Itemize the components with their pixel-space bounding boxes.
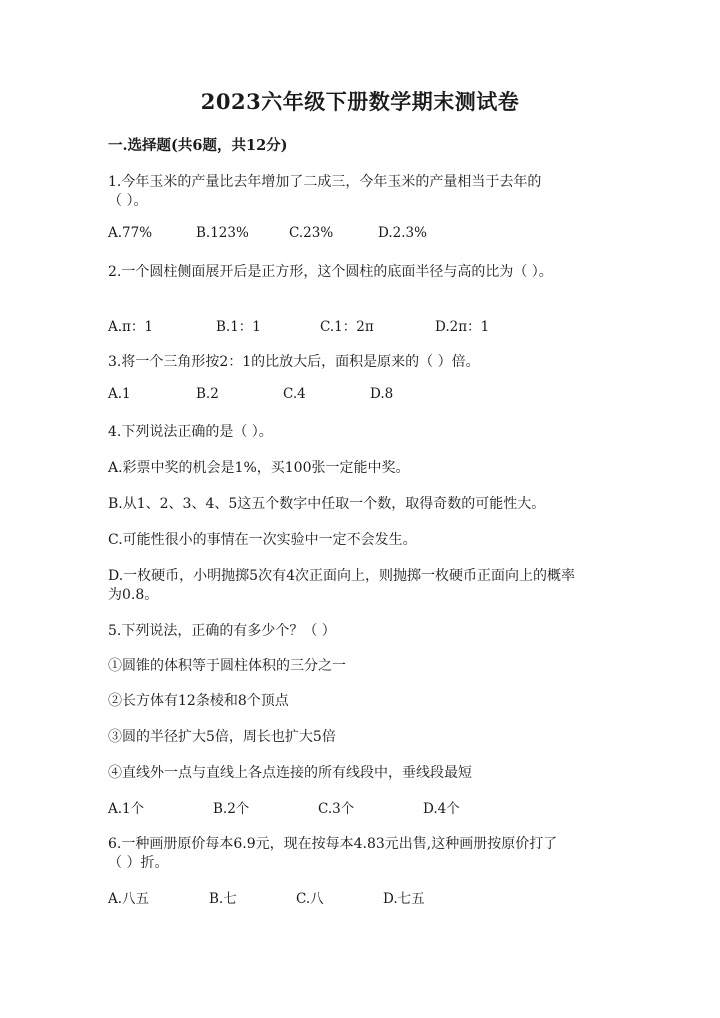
- q4-option-d: D.一枚硬币，小明抛掷5次有4次正面向上，则抛掷一枚硬币正面向上的概率: [108, 568, 575, 584]
- question-6-text: 6.一种画册原价每本6.9元，现在按每本4.83元出售,这种画册按原价打了: [108, 836, 558, 852]
- q5-option-c: C.3个: [318, 801, 355, 817]
- question-1-text: 1.今年玉米的产量比去年增加了二成三，今年玉米的产量相当于去年的: [108, 174, 542, 190]
- q5-statement-4: ④直线外一点与直线上各点连接的所有线段中，垂线段最短: [108, 765, 472, 781]
- q5-option-b: B.2个: [213, 801, 250, 817]
- question-3-text: 3.将一个三角形按2：1的比放大后，面积是原来的（ ）倍。: [108, 354, 480, 370]
- q5-option-d: D.4个: [423, 801, 460, 817]
- q6-option-d: D.七五: [383, 891, 425, 907]
- section-heading: 一.选择题(共6题，共12分): [108, 137, 288, 154]
- question-2-text: 2.一个圆柱侧面展开后是正方形，这个圆柱的底面半径与高的比为（ ）。: [108, 264, 553, 280]
- q2-option-a: A.π：1: [108, 319, 154, 335]
- q6-option-c: C.八: [296, 891, 324, 907]
- q4-option-a: A.彩票中奖的机会是1%，买100张一定能中奖。: [108, 460, 410, 476]
- q4-option-b: B.从1、2、3、4、5这五个数字中任取一个数，取得奇数的可能性大。: [108, 496, 546, 512]
- q5-option-a: A.1个: [108, 801, 145, 817]
- question-4-text: 4.下列说法正确的是（ ）。: [108, 424, 273, 440]
- q3-option-c: C.4: [283, 386, 306, 402]
- q2-option-d: D.2π：1: [435, 319, 490, 335]
- q2-option-b: B.1：1: [216, 319, 261, 335]
- q5-statement-3: ③圆的半径扩大5倍，周长也扩大5倍: [108, 729, 336, 745]
- q5-statement-1: ①圆锥的体积等于圆柱体积的三分之一: [108, 658, 346, 674]
- question-5-text: 5.下列说法，正确的有多少个？（ ）: [108, 623, 336, 639]
- q6-option-b: B.七: [209, 891, 237, 907]
- q1-option-a: A.77%: [108, 225, 153, 241]
- q6-option-a: A.八五: [108, 891, 150, 907]
- q4-option-c: C.可能性很小的事情在一次实验中一定不会发生。: [108, 532, 417, 548]
- q3-option-d: D.8: [370, 386, 394, 402]
- q4-option-d-cont: 为0.8。: [108, 587, 159, 603]
- q2-option-c: C.1：2π: [320, 319, 374, 335]
- q1-option-b: B.123%: [196, 225, 249, 241]
- q1-option-d: D.2.3%: [378, 225, 427, 241]
- question-6-text-cont: （ ）折。: [108, 855, 169, 871]
- q5-statement-2: ②长方体有12条棱和8个顶点: [108, 693, 289, 709]
- page-title: 2023六年级下册数学期末测试卷: [200, 89, 520, 114]
- question-1-text-cont: （ ）。: [108, 193, 148, 209]
- q1-option-c: C.23%: [289, 225, 334, 241]
- q3-option-a: A.1: [108, 386, 131, 402]
- q3-option-b: B.2: [196, 386, 219, 402]
